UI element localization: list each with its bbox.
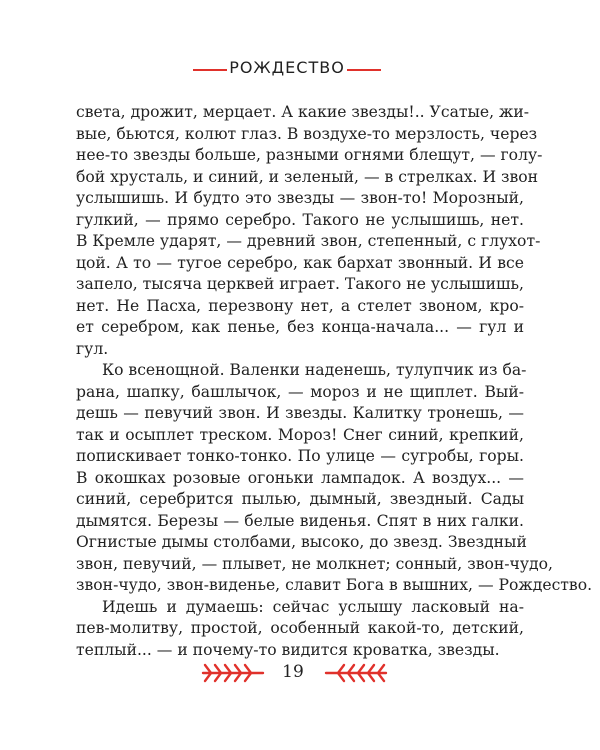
text-line: света, дрожит, мерцает. А какие звезды!.. Усатые, жи- xyxy=(76,103,530,121)
text-line: цой. А то — тугое серебро, как бархат звонный. И все xyxy=(76,253,524,272)
text-line: Идешь и думаешь: сейчас услышу ласковый на- xyxy=(102,597,524,616)
page-number: 19 xyxy=(282,662,304,682)
header-rule-right xyxy=(347,69,381,71)
fir-branch-icon xyxy=(324,662,388,684)
text-line: В Кремле ударят, — древний звон, степенный, с глухот- xyxy=(76,232,541,250)
text-line: нее-то звезды больше, разными огнями блещут, — голу- xyxy=(76,146,543,164)
text-line: гул. xyxy=(76,339,109,358)
running-header xyxy=(0,56,600,82)
header-rule-left xyxy=(193,69,227,71)
text-line: дымятся. Березы — белые виденья. Спят в них галки. xyxy=(76,511,524,530)
text-line: звон, певучий, — плывет, не молкнет; сонный, звон-чудо, xyxy=(76,554,553,573)
text-line: Огнистые дымы столбами, высоко, до звезд. Звездный xyxy=(76,533,527,551)
text-line: В окошках розовые огоньки лампадок. А воздух... — xyxy=(76,468,524,487)
text-line: дешь — певучий звон. И звезды. Калитку тронешь, — xyxy=(76,404,524,422)
text-line: звон-чудо, звон-виденье, славит Бога в вышних, — Рождество. xyxy=(76,576,593,594)
text-line: услышишь. И будто это звезды — звон-то! Морозный, xyxy=(76,189,524,207)
text-line: пев-молитву, простой, особенный какой-то, детский, xyxy=(76,619,524,637)
text-line: рана, шапку, башлычок, — мороз и не щиплет. Вый- xyxy=(76,382,524,401)
page-footer xyxy=(0,658,600,688)
text-line: синий, серебрится пылью, дымный, звездный. Сады xyxy=(76,490,524,508)
text-line: вые, бьются, колют глаз. В воздухе-то мерзлость, через xyxy=(76,124,538,143)
text-line: так и осыплет треском. Мороз! Снег синий, крепкий, xyxy=(76,425,524,444)
text-line: нет. Не Пасха, перезвону нет, а стелет звоном, кро- xyxy=(76,296,524,315)
text-line: бой хрусталь, и синий, и зеленый, — в стрелках. И звон xyxy=(76,167,539,186)
text-line: гулкий, — прямо серебро. Такого не услышишь, нет. xyxy=(76,210,524,229)
chapter-title: РОЖДЕСТВО xyxy=(229,58,345,77)
text-line: запело, тысяча церквей играет. Такого не услышишь, xyxy=(76,275,524,293)
page-body-text xyxy=(76,102,593,661)
text-line: Ко всенощной. Валенки наденешь, тулупчик из ба- xyxy=(102,361,527,379)
text-line: теплый... — и почему-то видится кроватка, звезды. xyxy=(76,640,500,659)
text-line: попискивает тонко-тонко. По улице — сугробы, горы. xyxy=(76,447,524,465)
fir-branch-icon xyxy=(201,662,265,684)
text-line: ет серебром, как пенье, без конца-начала... — гул и xyxy=(76,318,524,336)
